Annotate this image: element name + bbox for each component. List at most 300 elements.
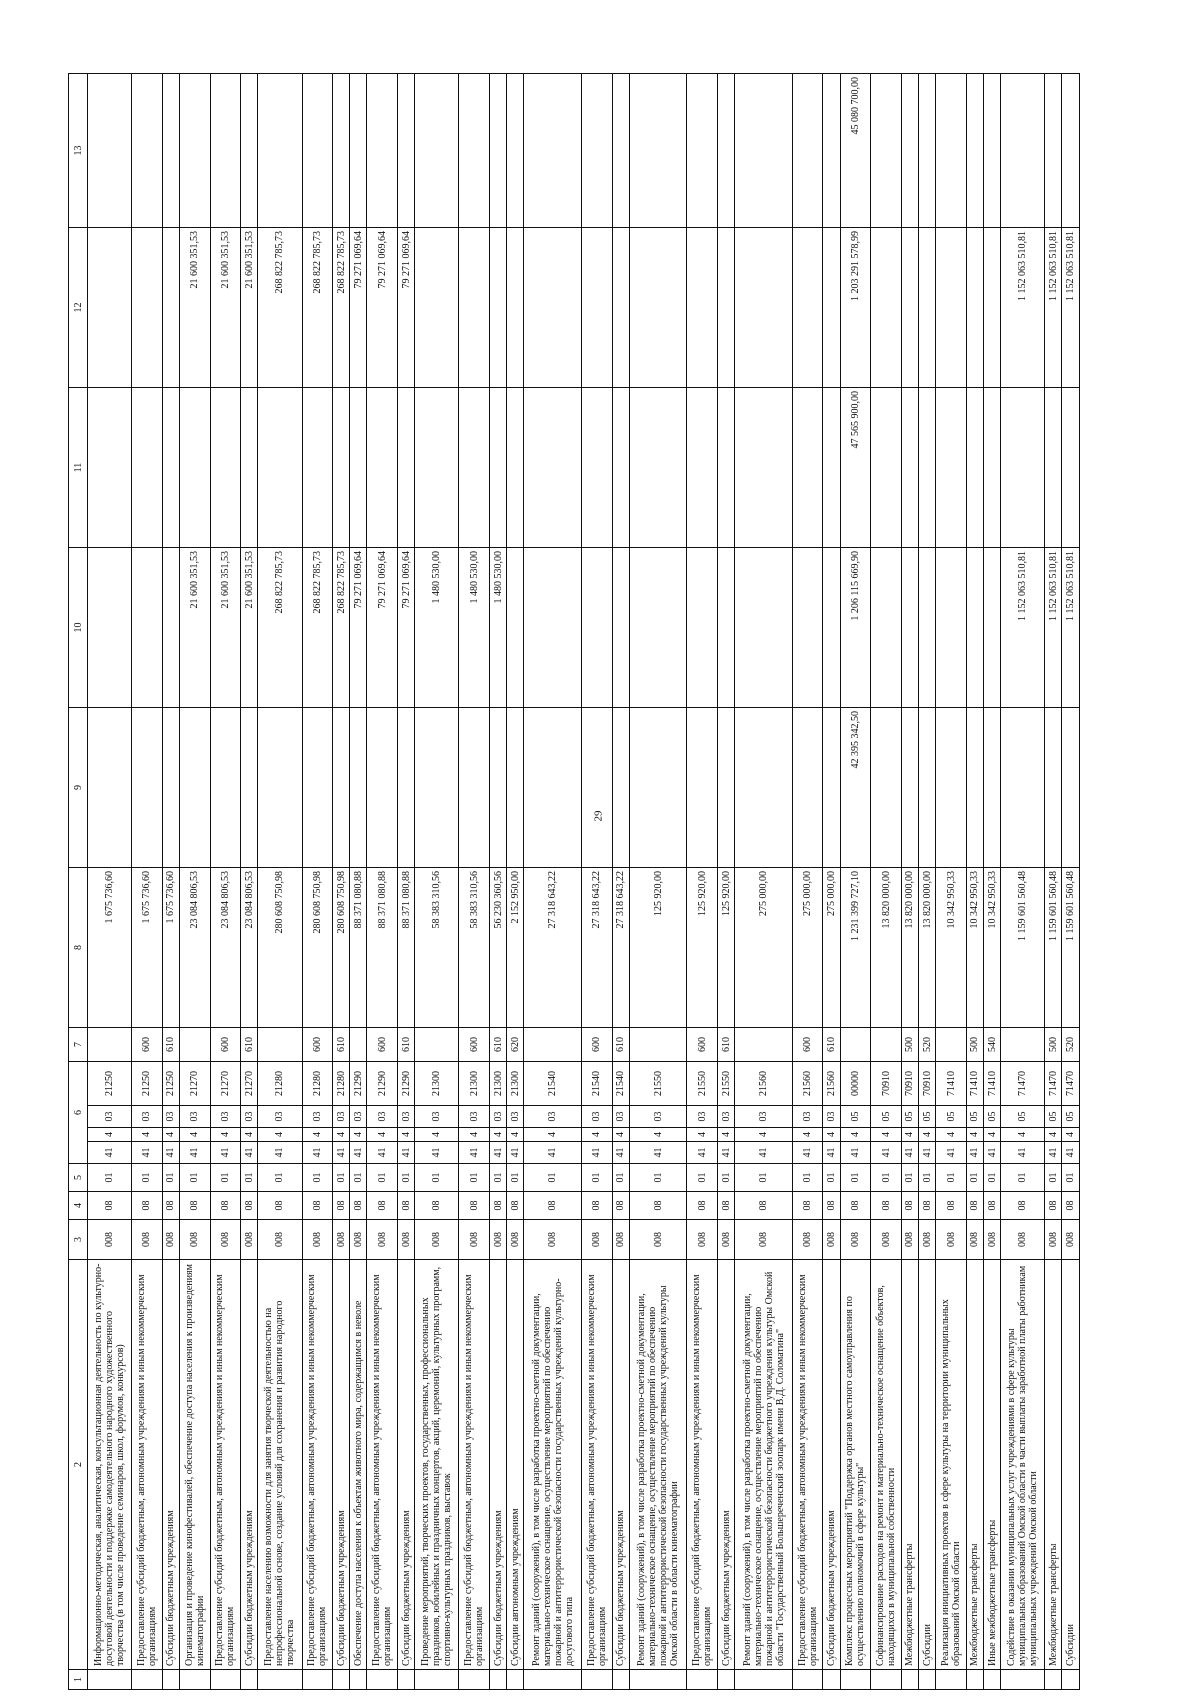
code-cell: 05 (936, 1106, 967, 1128)
code-cell (179, 1670, 210, 1690)
row-name-cell: Ремонт зданий (сооружений), в том числе разработка проектно-сметной документации, материально-техническое оснащение, осуществление мероприятий по обеспечению пожарной и антитеррористической безопасности бюджетного учреждения культуры Омской области "Государственный Большереченский зоопарк имени В.Д. Соломатина" (735, 1260, 793, 1670)
page-number: 29 (592, 810, 605, 822)
code-cell: 05 (871, 1106, 902, 1128)
table-row (258, 74, 302, 1690)
amount-cell (507, 74, 524, 228)
amount-cell: 21 600 351,53 (241, 228, 258, 388)
amount-cell (350, 388, 367, 548)
code-cell (524, 1028, 582, 1062)
code-cell: 21270 (241, 1062, 258, 1106)
amount-cell: 13 820 000,00 (901, 868, 918, 1028)
code-cell: 01 (507, 1164, 524, 1192)
code-cell: 4 (718, 1128, 735, 1142)
amount-cell (459, 388, 490, 548)
code-cell: 03 (718, 1106, 735, 1128)
code-cell: 21250 (132, 1062, 163, 1106)
amount-cell (871, 388, 902, 548)
amount-cell: 79 271 069,64 (398, 548, 415, 708)
code-cell: 41 (840, 1142, 871, 1164)
code-cell (871, 1028, 902, 1062)
code-cell: 008 (735, 1220, 793, 1260)
code-cell: 08 (524, 1192, 582, 1220)
amount-cell (302, 708, 333, 868)
amount-cell (398, 74, 415, 228)
code-cell: 08 (936, 1192, 967, 1220)
column-header: 9 (69, 708, 88, 868)
amount-cell: 27 318 643,22 (524, 868, 582, 1028)
code-cell: 008 (687, 1220, 718, 1260)
code-cell: 08 (490, 1192, 507, 1220)
row-name-cell: Субсидии бюджетным учреждениям (718, 1260, 735, 1670)
row-name-cell: Предоставление субсидий бюджетным, автономным учреждениям и иным некоммерческим организациям (581, 1260, 612, 1670)
code-cell: 08 (581, 1192, 612, 1220)
amount-cell (966, 548, 983, 708)
row-name-cell: Комплекс процессных мероприятий "Поддержка органов местного самоуправления по осуществлению полномочий в сфере культуры" (840, 1260, 871, 1670)
code-cell: 500 (966, 1028, 983, 1062)
code-cell: 008 (302, 1220, 333, 1260)
amount-cell (524, 388, 582, 548)
code-cell: 08 (132, 1192, 163, 1220)
amount-cell (966, 228, 983, 388)
code-cell (687, 1670, 718, 1690)
code-cell: 008 (350, 1220, 367, 1260)
amount-cell (132, 228, 163, 388)
amount-cell (871, 228, 902, 388)
code-cell: 01 (687, 1164, 718, 1192)
code-cell (302, 1670, 333, 1690)
code-cell (350, 1670, 367, 1690)
code-cell: 03 (792, 1106, 823, 1128)
code-cell: 01 (840, 1164, 871, 1192)
amount-cell (162, 548, 179, 708)
code-cell: 008 (132, 1220, 163, 1260)
code-cell: 41 (687, 1142, 718, 1164)
table-row (524, 74, 582, 1690)
amount-cell (210, 388, 241, 548)
code-cell: 08 (629, 1192, 687, 1220)
code-cell (629, 1670, 687, 1690)
code-cell: 21290 (350, 1062, 367, 1106)
row-name-cell: Предоставление субсидий бюджетным, автономным учреждениям и иным некоммерческим организациям (367, 1260, 398, 1670)
amount-cell (687, 708, 718, 868)
code-cell: 21270 (179, 1062, 210, 1106)
code-cell: 70910 (901, 1062, 918, 1106)
amount-cell: 88 371 080,88 (350, 868, 367, 1028)
table-row (901, 74, 918, 1690)
code-cell: 71410 (966, 1062, 983, 1106)
code-cell: 01 (901, 1164, 918, 1192)
code-cell: 41 (179, 1142, 210, 1164)
amount-cell (718, 74, 735, 228)
table-row (490, 74, 507, 1690)
amount-cell: 1 159 601 560,48 (1045, 868, 1062, 1028)
code-cell: 41 (398, 1142, 415, 1164)
code-cell: 08 (459, 1192, 490, 1220)
amount-cell (984, 228, 1001, 388)
code-cell: 05 (901, 1106, 918, 1128)
amount-cell (490, 708, 507, 868)
amount-cell: 125 920,00 (629, 868, 687, 1028)
amount-cell (629, 388, 687, 548)
amount-cell (1001, 708, 1045, 868)
code-cell: 520 (1062, 1028, 1080, 1062)
code-cell (179, 1028, 210, 1062)
row-name-cell: Софинансирование расходов на ремонт и материально-техническое оснащение объектов, находящихся в муниципальной собственности (871, 1260, 902, 1670)
code-cell: 008 (629, 1220, 687, 1260)
code-cell (210, 1670, 241, 1690)
amount-cell: 275 000,00 (823, 868, 840, 1028)
amount-cell: 268 822 785,73 (302, 228, 333, 388)
amount-cell (162, 74, 179, 228)
code-cell: 4 (398, 1128, 415, 1142)
code-cell: 21550 (629, 1062, 687, 1106)
code-cell: 08 (1001, 1192, 1045, 1220)
amount-cell (687, 548, 718, 708)
code-cell (162, 1670, 179, 1690)
code-cell: 08 (919, 1192, 936, 1220)
code-cell: 05 (919, 1106, 936, 1128)
amount-cell (507, 708, 524, 868)
code-cell: 08 (871, 1192, 902, 1220)
code-cell: 03 (350, 1106, 367, 1128)
code-cell: 41 (524, 1142, 582, 1164)
amount-cell (302, 74, 333, 228)
amount-cell: 1 152 063 510,81 (1001, 228, 1045, 388)
code-cell (901, 1670, 918, 1690)
table-row (162, 74, 179, 1690)
code-cell: 008 (88, 1220, 132, 1260)
code-cell: 01 (581, 1164, 612, 1192)
amount-cell (367, 388, 398, 548)
code-cell: 03 (612, 1106, 629, 1128)
amount-cell: 280 608 750,98 (333, 868, 350, 1028)
column-header: 5 (69, 1164, 88, 1192)
amount-cell (581, 548, 612, 708)
table-row (823, 74, 840, 1690)
amount-cell (823, 228, 840, 388)
code-cell: 01 (871, 1164, 902, 1192)
code-cell: 01 (367, 1164, 398, 1192)
table-header-row (69, 74, 88, 1690)
code-cell: 03 (687, 1106, 718, 1128)
code-cell: 008 (241, 1220, 258, 1260)
amount-cell (919, 708, 936, 868)
code-cell: 4 (524, 1128, 582, 1142)
code-cell: 01 (1001, 1164, 1045, 1192)
amount-cell (459, 228, 490, 388)
row-name-cell: Содействие в оказании муниципальных услуг учреждениями в сфере культуры муниципальных образований Омской области в части выплаты заработной платы работникам муниципальных учреждений Омской области (1001, 1260, 1045, 1670)
code-cell: 600 (367, 1028, 398, 1062)
code-cell: 01 (1062, 1164, 1080, 1192)
code-cell: 08 (302, 1192, 333, 1220)
code-cell: 41 (210, 1142, 241, 1164)
code-cell (350, 1028, 367, 1062)
code-cell: 41 (333, 1142, 350, 1164)
code-cell: 03 (132, 1106, 163, 1128)
code-cell: 71470 (1045, 1062, 1062, 1106)
amount-cell: 268 822 785,73 (258, 228, 302, 388)
code-cell: 41 (718, 1142, 735, 1164)
amount-cell (919, 228, 936, 388)
amount-cell: 1 152 063 510,81 (1045, 228, 1062, 388)
code-cell: 008 (507, 1220, 524, 1260)
code-cell: 4 (966, 1128, 983, 1142)
code-cell: 08 (1045, 1192, 1062, 1220)
amount-cell: 268 822 785,73 (333, 228, 350, 388)
amount-cell (162, 708, 179, 868)
code-cell (1062, 1670, 1080, 1690)
amount-cell: 58 383 310,56 (459, 868, 490, 1028)
code-cell: 01 (490, 1164, 507, 1192)
code-cell: 08 (333, 1192, 350, 1220)
amount-cell: 1 152 063 510,81 (1062, 228, 1080, 388)
code-cell: 600 (210, 1028, 241, 1062)
code-cell: 05 (984, 1106, 1001, 1128)
table-row (792, 74, 823, 1690)
amount-cell (735, 228, 793, 388)
amount-cell (179, 388, 210, 548)
amount-cell (966, 708, 983, 868)
code-cell: 03 (241, 1106, 258, 1128)
amount-cell: 79 271 069,64 (398, 228, 415, 388)
budget-table-rotated (68, 74, 1080, 1690)
amount-cell: 268 822 785,73 (302, 548, 333, 708)
code-cell: 008 (333, 1220, 350, 1260)
row-name-cell: Предоставление субсидий бюджетным, автономным учреждениям и иным некоммерческим организациям (210, 1260, 241, 1670)
table-row (302, 74, 333, 1690)
code-cell: 4 (350, 1128, 367, 1142)
code-cell (415, 1670, 459, 1690)
row-name-cell: Субсидии бюджетным учреждениям (162, 1260, 179, 1670)
code-cell: 008 (871, 1220, 902, 1260)
row-name-cell: Межбюджетные трансферты (966, 1260, 983, 1670)
code-cell: 41 (936, 1142, 967, 1164)
row-name-cell: Реализация инициативных проектов в сфере культуры на территории муниципальных образований Омской области (936, 1260, 967, 1670)
code-cell: 4 (459, 1128, 490, 1142)
code-cell: 41 (132, 1142, 163, 1164)
amount-cell (88, 548, 132, 708)
code-cell: 008 (1062, 1220, 1080, 1260)
amount-cell (792, 228, 823, 388)
code-cell: 41 (415, 1142, 459, 1164)
code-cell (490, 1670, 507, 1690)
amount-cell: 27 318 643,22 (612, 868, 629, 1028)
amount-cell (966, 388, 983, 548)
code-cell (840, 1670, 871, 1690)
amount-cell (871, 74, 902, 228)
table-row (919, 74, 936, 1690)
code-cell: 610 (241, 1028, 258, 1062)
code-cell: 008 (612, 1220, 629, 1260)
code-cell: 03 (415, 1106, 459, 1128)
code-cell: 41 (612, 1142, 629, 1164)
amount-cell: 280 608 750,98 (302, 868, 333, 1028)
amount-cell (1062, 74, 1080, 228)
amount-cell: 23 084 806,53 (241, 868, 258, 1028)
code-cell: 008 (258, 1220, 302, 1260)
code-cell: 03 (179, 1106, 210, 1128)
amount-cell: 125 920,00 (687, 868, 718, 1028)
row-name-cell: Предоставление населению возможности для занятия творческой деятельностью на непрофессиональной основе, создание условий для сохранения и развития народного творчества (258, 1260, 302, 1670)
amount-cell (398, 708, 415, 868)
code-cell (507, 1670, 524, 1690)
amount-cell: 275 000,00 (735, 868, 793, 1028)
code-cell: 008 (1001, 1220, 1045, 1260)
code-cell: 01 (415, 1164, 459, 1192)
table-row (687, 74, 718, 1690)
code-cell: 08 (687, 1192, 718, 1220)
code-cell: 03 (735, 1106, 793, 1128)
code-cell: 4 (507, 1128, 524, 1142)
amount-cell (210, 74, 241, 228)
code-cell: 41 (629, 1142, 687, 1164)
table-row (179, 74, 210, 1690)
code-cell: 41 (1045, 1142, 1062, 1164)
amount-cell: 1 159 601 560,48 (1062, 868, 1080, 1028)
amount-cell (581, 228, 612, 388)
code-cell (936, 1670, 967, 1690)
code-cell: 21250 (88, 1062, 132, 1106)
code-cell: 21300 (415, 1062, 459, 1106)
amount-cell (88, 74, 132, 228)
amount-cell (507, 548, 524, 708)
code-cell: 08 (984, 1192, 1001, 1220)
code-cell: 600 (459, 1028, 490, 1062)
code-cell: 4 (162, 1128, 179, 1142)
code-cell: 01 (966, 1164, 983, 1192)
table-row (507, 74, 524, 1690)
amount-cell (132, 548, 163, 708)
code-cell: 600 (687, 1028, 718, 1062)
code-cell: 08 (735, 1192, 793, 1220)
amount-cell (367, 708, 398, 868)
amount-cell: 45 080 700,00 (840, 74, 871, 228)
row-name-cell: Проведение мероприятий, творческих проектов, государственных, профессиональных праздников, юбилейных и праздничных концертов, акций, церемоний, культурных программ, спортивно-культурных праздников, выставок (415, 1260, 459, 1670)
code-cell: 01 (302, 1164, 333, 1192)
amount-cell (333, 388, 350, 548)
code-cell: 08 (823, 1192, 840, 1220)
code-cell: 4 (88, 1128, 132, 1142)
code-cell: 08 (162, 1192, 179, 1220)
code-cell: 41 (258, 1142, 302, 1164)
amount-cell: 21 600 351,53 (210, 228, 241, 388)
code-cell: 41 (507, 1142, 524, 1164)
amount-cell (1045, 708, 1062, 868)
code-cell: 08 (966, 1192, 983, 1220)
code-cell: 08 (258, 1192, 302, 1220)
amount-cell: 10 342 950,33 (936, 868, 967, 1028)
row-name-cell: Организация и проведение кинофестивалей, обеспечение доступа населения к произведениям кинематографии (179, 1260, 210, 1670)
column-header: 2 (69, 1260, 88, 1670)
amount-cell (1001, 74, 1045, 228)
code-cell: 4 (823, 1128, 840, 1142)
row-name-cell: Субсидии бюджетным учреждениям (398, 1260, 415, 1670)
code-cell: 08 (840, 1192, 871, 1220)
code-cell: 21540 (524, 1062, 582, 1106)
code-cell: 008 (490, 1220, 507, 1260)
amount-cell (507, 228, 524, 388)
code-cell: 71410 (984, 1062, 1001, 1106)
amount-cell (581, 708, 612, 868)
amount-cell: 1 480 530,00 (459, 548, 490, 708)
code-cell (367, 1670, 398, 1690)
code-cell: 4 (132, 1128, 163, 1142)
amount-cell (687, 74, 718, 228)
code-cell: 21540 (612, 1062, 629, 1106)
code-cell: 41 (88, 1142, 132, 1164)
code-cell: 4 (629, 1128, 687, 1142)
amount-cell: 88 371 080,88 (398, 868, 415, 1028)
code-cell: 4 (258, 1128, 302, 1142)
code-cell: 600 (132, 1028, 163, 1062)
code-cell: 01 (735, 1164, 793, 1192)
amount-cell: 2 152 950,00 (507, 868, 524, 1028)
code-cell: 008 (367, 1220, 398, 1260)
amount-cell (1062, 708, 1080, 868)
code-cell (792, 1670, 823, 1690)
code-cell: 4 (490, 1128, 507, 1142)
amount-cell (88, 708, 132, 868)
code-cell: 21540 (581, 1062, 612, 1106)
amount-cell (1045, 388, 1062, 548)
code-cell: 01 (936, 1164, 967, 1192)
code-cell: 70910 (919, 1062, 936, 1106)
amount-cell (792, 708, 823, 868)
amount-cell (936, 708, 967, 868)
amount-cell (1001, 388, 1045, 548)
amount-cell (718, 228, 735, 388)
code-cell: 21280 (302, 1062, 333, 1106)
amount-cell (735, 74, 793, 228)
code-cell: 008 (415, 1220, 459, 1260)
code-cell: 41 (966, 1142, 983, 1164)
amount-cell (1062, 388, 1080, 548)
amount-cell (901, 228, 918, 388)
code-cell: 600 (581, 1028, 612, 1062)
table-row (966, 74, 983, 1690)
amount-cell (901, 388, 918, 548)
amount-cell (629, 228, 687, 388)
code-cell (936, 1028, 967, 1062)
code-cell: 41 (350, 1142, 367, 1164)
table-row (415, 74, 459, 1690)
row-name-cell: Информационно-методическая, аналитическая, консультационная деятельность по культурно-досуговой деятельности и поддержке самодеятельного народного художественного творчества (в том числе проведение семинаров, школ, форумов, конкурсов) (88, 1260, 132, 1670)
code-cell: 41 (901, 1142, 918, 1164)
amount-cell: 23 084 806,53 (179, 868, 210, 1028)
code-cell: 01 (629, 1164, 687, 1192)
amount-cell (936, 388, 967, 548)
code-cell: 008 (162, 1220, 179, 1260)
amount-cell (984, 708, 1001, 868)
amount-cell (718, 388, 735, 548)
amount-cell: 125 920,00 (718, 868, 735, 1028)
code-cell: 4 (415, 1128, 459, 1142)
code-cell: 08 (1062, 1192, 1080, 1220)
code-cell (241, 1670, 258, 1690)
row-name-cell: Субсидии (1062, 1260, 1080, 1670)
code-cell: 008 (179, 1220, 210, 1260)
column-header: 7 (69, 1028, 88, 1062)
code-cell: 03 (524, 1106, 582, 1128)
amount-cell (415, 228, 459, 388)
amount-cell (966, 74, 983, 228)
code-cell: 01 (612, 1164, 629, 1192)
code-cell: 01 (162, 1164, 179, 1192)
code-cell: 4 (871, 1128, 902, 1142)
table-row (840, 74, 871, 1690)
code-cell (1045, 1670, 1062, 1690)
code-cell (581, 1670, 612, 1690)
